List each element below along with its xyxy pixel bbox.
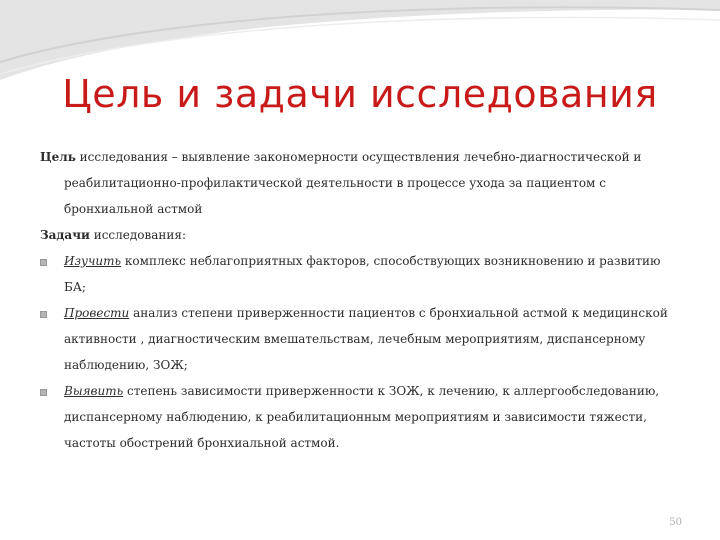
goal-label: Цель	[40, 150, 76, 164]
bullet-icon	[40, 259, 47, 266]
bullet-icon	[40, 389, 47, 396]
task-3-line-1	[64, 384, 659, 398]
bullet-icon	[40, 311, 47, 318]
task-2-line-2: активности , диагностическим вмешательствам, лечебным мероприятиям, диспансерному	[64, 332, 646, 346]
task-3-line-2: диспансерному наблюдению, к реабилитационным мероприятиям и зависимости тяжести,	[64, 410, 647, 424]
task-1-line-2: БА;	[64, 280, 86, 294]
slide-title: Цель и задачи исследования	[62, 72, 658, 116]
task-3-text-1: степень зависимости приверженности к ЗОЖ, к лечению, к аллергообследованию,	[123, 384, 660, 398]
task-1-verb: Изучить	[64, 254, 122, 268]
goal-line-3: бронхиальной астмой	[64, 202, 203, 216]
task-2-line-3: наблюдению, ЗОЖ;	[64, 358, 188, 372]
task-1-line-1	[64, 254, 660, 268]
task-2-verb: Провести	[64, 306, 130, 320]
task-2-line-1	[64, 306, 668, 320]
goal-line-2: реабилитационно-профилактической деятельности в процессе ухода за пациентом с	[64, 176, 606, 190]
tasks-label: Задачи	[40, 228, 90, 242]
task-1-text-1: комплекс неблагоприятных факторов, способствующих возникновению и развитию	[121, 254, 661, 268]
goal-line-1	[40, 150, 641, 164]
task-3-verb: Выявить	[64, 384, 124, 398]
tasks-suffix: исследования:	[89, 228, 187, 242]
task-3-line-3: частоты обострений бронхиальной астмой.	[64, 436, 340, 450]
task-2-text-1: анализ степени приверженности пациентов с бронхиальной астмой к медицинской	[129, 306, 668, 320]
goal-text-1: исследования – выявление закономерности осуществления лечебно-диагностической и	[75, 150, 642, 164]
tasks-heading	[40, 228, 186, 242]
page-number: 50	[669, 517, 682, 528]
